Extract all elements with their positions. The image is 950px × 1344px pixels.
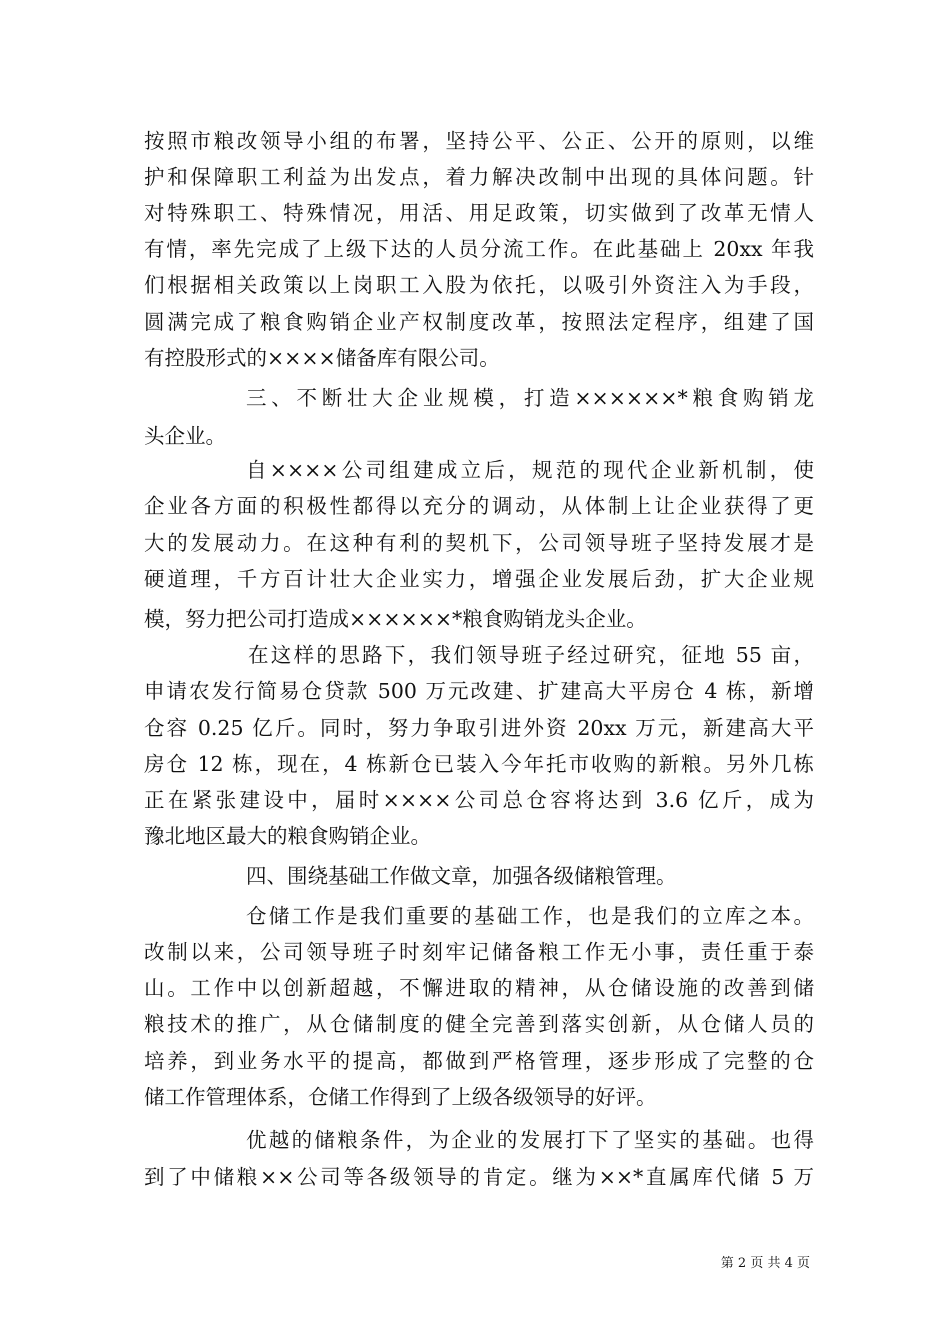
text-line: 仓容 0.25 亿斤。同时，努力争取引进外资 20xx 万元，新建高大平 bbox=[144, 716, 814, 740]
text-line: 大的发展动力。在这种有利的契机下，公司领导班子坚持发展才是 bbox=[144, 531, 814, 555]
text-line: 房仓 12 栋，现在，4 栋新仓已装入今年托市收购的新粮。另外几栋 bbox=[144, 752, 814, 776]
text-line: 圆满完成了粮食购销企业产权制度改革，按照法定程序，组建了国 bbox=[144, 310, 814, 334]
text-line: 有控股形式的××××储备库有限公司。 bbox=[144, 346, 500, 370]
text-line: 优越的储粮条件，为企业的发展打下了坚实的基础。也得 bbox=[246, 1128, 814, 1152]
text-line: 硬道理，千方百计壮大企业实力，增强企业发展后劲，扩大企业规 bbox=[144, 567, 814, 591]
section-heading-continuation: 头企业。 bbox=[144, 424, 226, 448]
text-line: 到了中储粮××公司等各级领导的肯定。继为××*直属库代储 5 万 bbox=[144, 1165, 814, 1189]
text-line: 有情，率先完成了上级下达的人员分流工作。在此基础上 20xx 年我 bbox=[144, 237, 814, 261]
text-line: 们根据相关政策以上岗职工入股为依托，以吸引外资注入为手段， bbox=[144, 273, 814, 297]
text-line: 储工作管理体系，仓储工作得到了上级各级领导的好评。 bbox=[144, 1085, 657, 1109]
text-line: 按照市粮改领导小组的布署，坚持公平、公正、公开的原则，以维 bbox=[144, 129, 814, 153]
text-line: 培养，到业务水平的提高，都做到严格管理，逐步形成了完整的仓 bbox=[144, 1049, 814, 1073]
text-line: 粮技术的推广，从仓储制度的健全完善到落实创新，从仓储人员的 bbox=[144, 1012, 814, 1036]
section-heading: 四、围绕基础工作做文章，加强各级储粮管理。 bbox=[246, 864, 677, 888]
text-line: 对特殊职工、特殊情况，用活、用足政策，切实做到了改革无情人 bbox=[144, 201, 814, 225]
text-line: 仓储工作是我们重要的基础工作，也是我们的立库之本。 bbox=[246, 904, 814, 928]
text-line: 护和保障职工利益为出发点，着力解决改制中出现的具体问题。针 bbox=[144, 165, 814, 189]
text-line: 豫北地区最大的粮食购销企业。 bbox=[144, 824, 431, 848]
section-heading: 三、不断壮大企业规模，打造××××××*粮食购销龙 bbox=[246, 386, 814, 410]
text-line: 改制以来，公司领导班子时刻牢记储备粮工作无小事，责任重于泰 bbox=[144, 940, 814, 964]
text-line: 自××××公司组建成立后，规范的现代企业新机制，使 bbox=[246, 458, 814, 482]
text-line: 企业各方面的积极性都得以充分的调动，从体制上让企业获得了更 bbox=[144, 494, 814, 518]
text-line: 正在紧张建设中，届时××××公司总仓容将达到 3.6 亿斤，成为 bbox=[144, 788, 814, 812]
text-line: 申请农发行简易仓贷款 500 万元改建、扩建高大平房仓 4 栋，新增 bbox=[144, 679, 814, 703]
text-line: 山。工作中以创新超越，不懈进取的精神，从仓储设施的改善到储 bbox=[144, 976, 814, 1000]
text-line: 模，努力把公司打造成××××××*粮食购销龙头企业。 bbox=[144, 607, 647, 631]
page-number-footer: 第 2 页 共 4 页 bbox=[720, 1256, 810, 1271]
text-line: 在这样的思路下，我们领导班子经过研究，征地 55 亩， bbox=[248, 643, 814, 667]
